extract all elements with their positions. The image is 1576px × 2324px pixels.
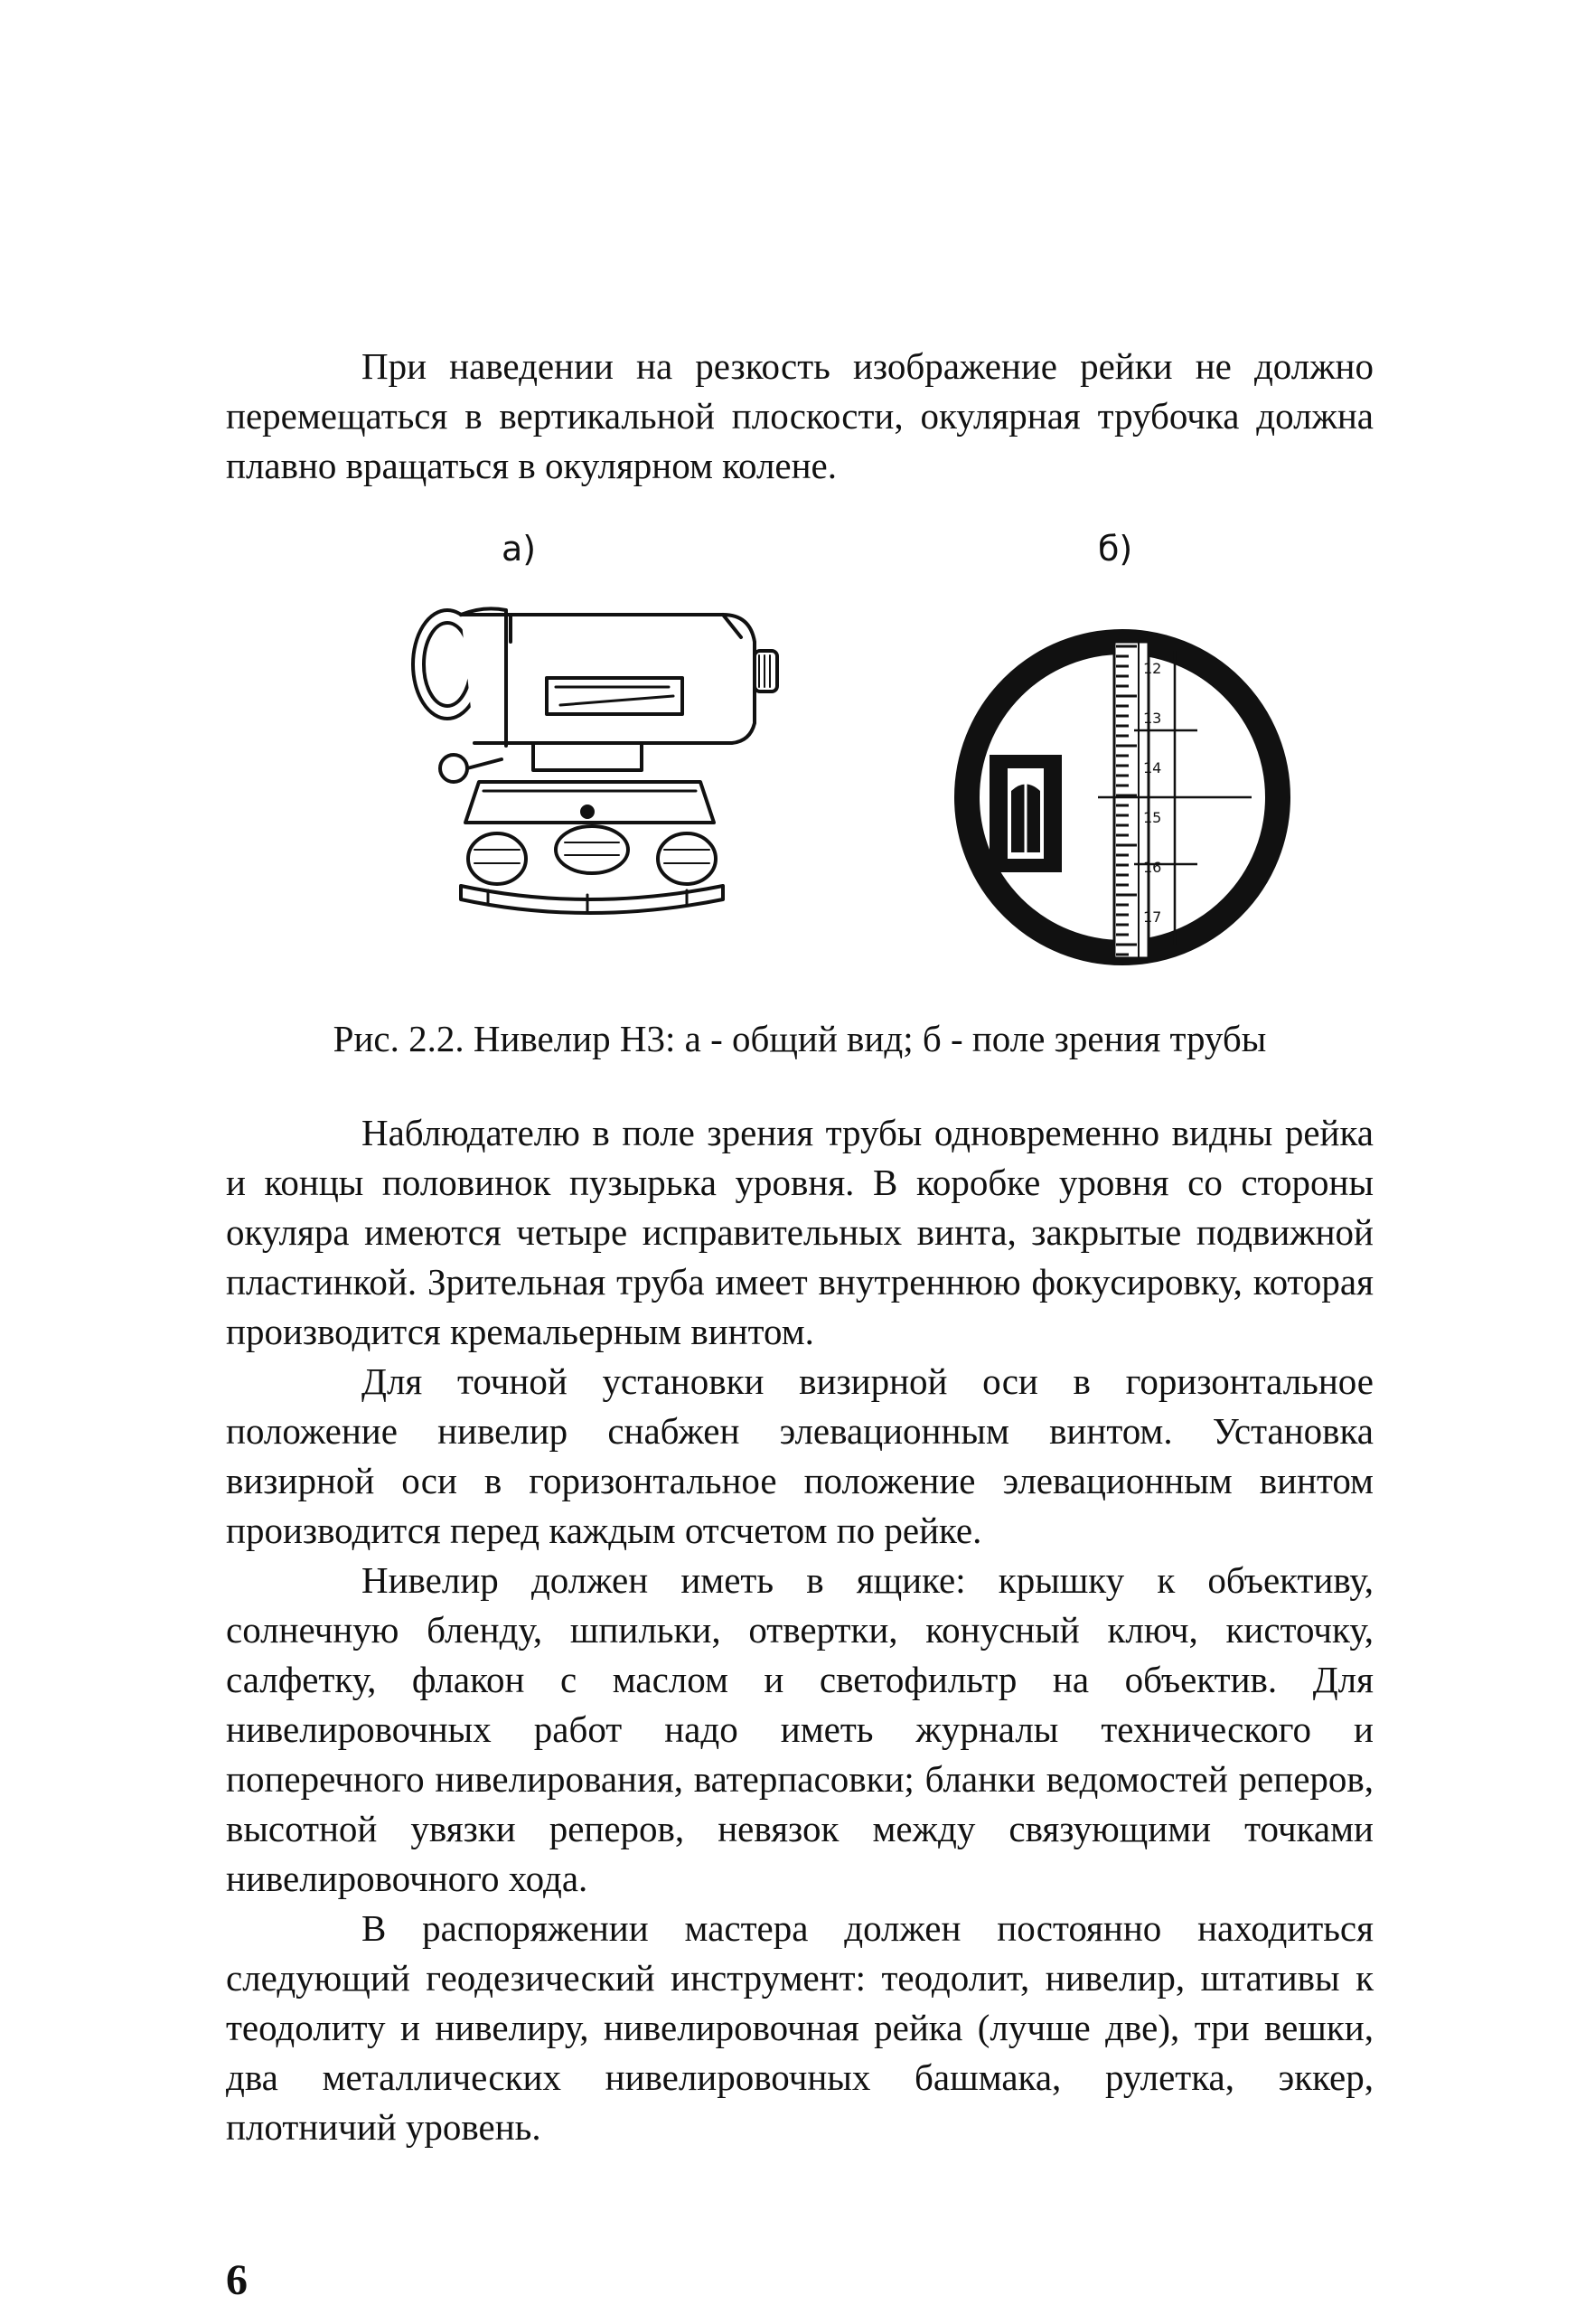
staff-number: 17 [1143,908,1162,926]
intro-text [226,342,1374,491]
figure-caption: Рис. 2.2. Нивелир Н3: а - общий вид; б - поле зрения трубы [333,1018,1267,1059]
figure-label-b: б) [1098,529,1133,569]
page-number: 6 [226,2256,248,2304]
telescope-field-of-view [953,610,1292,985]
paragraph-intro: При наведении на резкость изображение рейки не должно перемещаться в вертикальной плоскости, окулярная трубочка должна плавно вращаться в окулярном колене. [226,345,1374,486]
paragraph: Нивелир должен иметь в ящике: крышку к объективу, солнечную бленду, шпильки, отвертки, конусный ключ, кисточку, салфетку, флакон с маслом и светофильтр на объектив. Для нивелировочных работ надо иметь журналы технического и поперечного нивелирования, ватерпасовки; бланки ведомостей реперов, высотной увязки реперов, невязок между связующими точками нивелировочного хода. [226,1559,1374,1899]
leveling-staff [1114,642,1161,958]
staff-number: 12 [1143,660,1162,677]
level-instrument-drawing [398,588,795,922]
paragraph: Для точной установки визирной оси в горизонтальное положение нивелир снабжен элевационным винтом. Установка визирной оси в горизонтальное положение элевационным винтом производится перед каждым отсчетом по рейке. [226,1360,1374,1551]
staff-number: 14 [1143,759,1162,776]
staff-number: 16 [1143,859,1162,876]
staff-number: 13 [1143,710,1162,727]
instrument-base [461,743,723,913]
paragraph: Наблюдателю в поле зрения трубы одновременно видны рейка и концы половинок пузырька уровня. В коробке уровня со стороны окуляра имеются четыре исправительных винта, закрытые подвижной пластинкой. Зрительная труба имеет внутреннюю фокусировку, которая производится кремальерным винтом. [226,1112,1374,1352]
paragraph: В распоряжении мастера должен постоянно находиться следующий геодезический инструмент: теодолит, нивелир, штативы к теодолиту и нивелиру, нивелировочная рейка (лучше две), три вешки, два металлических нивелировочных башмака, рулетка, эккер, плотничий уровень. [226,1907,1374,2148]
level-bubble-window [990,755,1062,872]
staff-number: 15 [1143,809,1162,826]
body-text [226,1108,1374,2152]
figure-label-a: а) [502,529,537,569]
